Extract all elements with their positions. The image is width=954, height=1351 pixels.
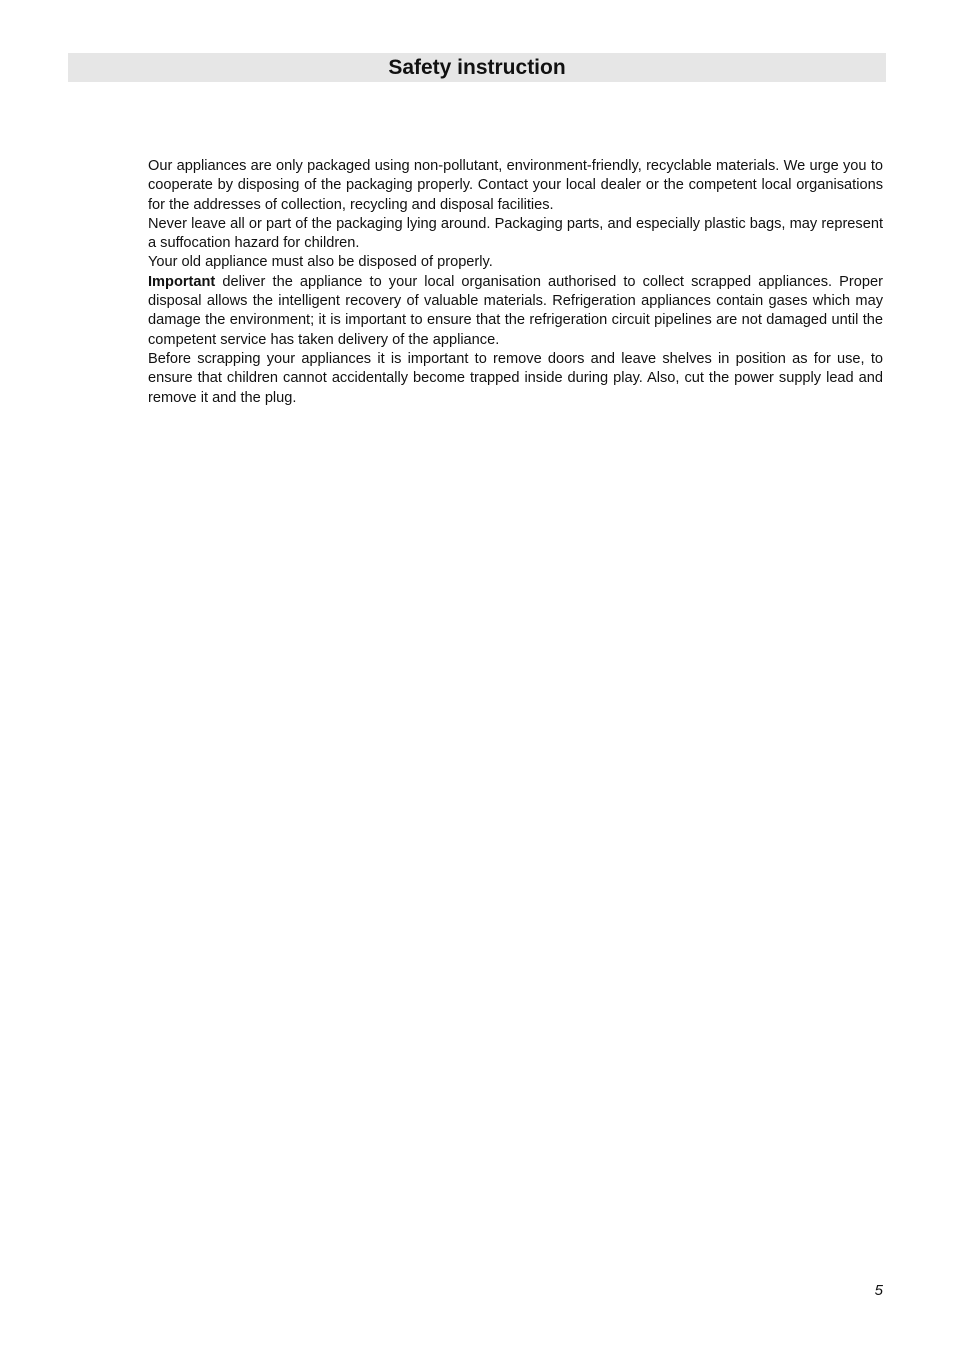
- section-header-bar: [68, 53, 886, 82]
- paragraph-packaging-materials: Our appliances are only packaged using non-pollutant, environment-friendly, recyclable materials. We urge you to cooperate by disposing of the packaging properly. Contact your local dealer or the competent local organisations for the addresses of collection, recycling and disposal facilities.: [148, 158, 883, 213]
- important-label: Important: [148, 273, 216, 290]
- paragraph-important-disposal: [148, 273, 883, 350]
- paragraph-scrapping: Before scrapping your appliances it is important to remove doors and leave shelves in position as for use, to ensure that children cannot accidentally become trapped inside during play. Also, cut the power supply lead and remove it and the plug.: [148, 350, 883, 406]
- page-number: 5: [874, 1282, 883, 1299]
- important-text: deliver the appliance to your local organisation authorised to collect scrapped appliances. Proper disposal allows the intelligent recovery of valuable materials. Refrigeration appliances contain gases which may damage the environment; it is important to ensure that the refrigeration circuit pipelines are not damaged until the competent service has taken delivery of the appliance.: [148, 273, 883, 348]
- body-text: [148, 157, 883, 408]
- page-title: Safety instruction: [388, 55, 566, 79]
- paragraph-packaging-hazard: Never leave all or part of the packaging lying around. Packaging parts, and especially plastic bags, may represent a suffocation hazard for children.: [148, 215, 883, 252]
- paragraph-old-appliance: Your old appliance must also be disposed of properly.: [148, 254, 493, 271]
